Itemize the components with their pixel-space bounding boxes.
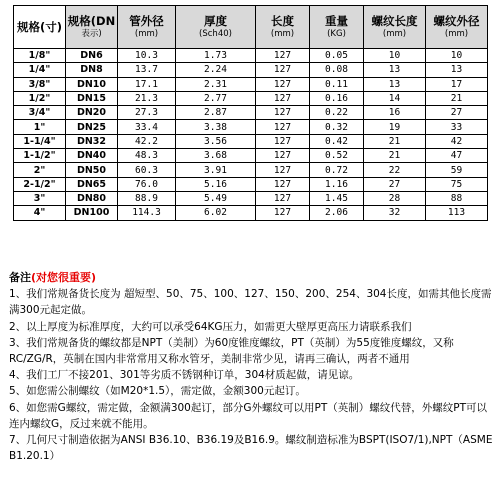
table-cell: 3/8" bbox=[14, 77, 66, 91]
column-header bbox=[118, 6, 176, 49]
table-cell: 10.3 bbox=[118, 49, 176, 63]
table-cell: 33 bbox=[426, 120, 488, 134]
table-row bbox=[14, 49, 488, 63]
table-row bbox=[14, 191, 488, 205]
table-cell: 113 bbox=[426, 206, 488, 220]
note-item: 3、我们常规备货的螺纹都是NPT（美制）为60度锥度螺纹，PT（英制）为55度锥度螺纹，又称RC/ZG/R，英制在国内非常常用又称水管牙，美制非常少见，请再三确认，两者不通用 bbox=[9, 336, 454, 366]
table-cell: DN20 bbox=[66, 106, 118, 120]
table-cell: 42 bbox=[426, 134, 488, 148]
table-cell: 127 bbox=[256, 134, 310, 148]
table-cell: 1/8" bbox=[14, 49, 66, 63]
table-cell: 2.31 bbox=[176, 77, 256, 91]
table-cell: 48.3 bbox=[118, 149, 176, 163]
table-cell: 127 bbox=[256, 49, 310, 63]
table-cell: 1-1/2" bbox=[14, 149, 66, 163]
note-item: 6、如您需G螺纹，需定做，金额满300起订，部分G外螺纹可以用PT（英制）螺纹代替，外螺纹PT可以连内螺纹G，反过来就不能用。 bbox=[9, 401, 487, 430]
table-cell: 75 bbox=[426, 177, 488, 191]
table-cell: 0.72 bbox=[310, 163, 364, 177]
table-row bbox=[14, 149, 488, 163]
column-header-unit: (mm) bbox=[382, 29, 407, 39]
table-cell: 76.0 bbox=[118, 177, 176, 191]
notes-title-highlight: (对您很重要) bbox=[31, 271, 97, 284]
column-header-main: 螺纹外径 bbox=[433, 14, 480, 28]
table-row bbox=[14, 120, 488, 134]
table-cell: 127 bbox=[256, 177, 310, 191]
column-header-unit: (mm) bbox=[444, 29, 469, 39]
notes-title-prefix: 备注 bbox=[9, 271, 31, 284]
table-cell: 2" bbox=[14, 163, 66, 177]
table-cell: 0.16 bbox=[310, 91, 364, 105]
column-header-unit: (KG) bbox=[327, 29, 346, 39]
column-header-main: 厚度 bbox=[204, 14, 227, 28]
table-cell: 3.91 bbox=[176, 163, 256, 177]
table-cell: 47 bbox=[426, 149, 488, 163]
table-cell: DN15 bbox=[66, 91, 118, 105]
table-cell: 1.45 bbox=[310, 191, 364, 205]
table-cell: 88 bbox=[426, 191, 488, 205]
table-cell: 33.4 bbox=[118, 120, 176, 134]
table-cell: 27 bbox=[426, 106, 488, 120]
table-cell: 2.06 bbox=[310, 206, 364, 220]
table-row bbox=[14, 77, 488, 91]
table-cell: 127 bbox=[256, 106, 310, 120]
table-cell: 3/4" bbox=[14, 106, 66, 120]
table-cell: DN40 bbox=[66, 149, 118, 163]
table-cell: 1" bbox=[14, 120, 66, 134]
table-cell: DN32 bbox=[66, 134, 118, 148]
table-cell: 127 bbox=[256, 91, 310, 105]
table-cell: 27 bbox=[364, 177, 426, 191]
table-cell: 5.16 bbox=[176, 177, 256, 191]
column-header-main: 螺纹长度 bbox=[371, 14, 418, 28]
notes-title bbox=[9, 270, 493, 286]
table-cell: 19 bbox=[364, 120, 426, 134]
column-header bbox=[14, 6, 66, 49]
table-cell: DN65 bbox=[66, 177, 118, 191]
column-header bbox=[426, 6, 488, 49]
table-cell: 21 bbox=[426, 91, 488, 105]
table-cell: 32 bbox=[364, 206, 426, 220]
table-cell: DN6 bbox=[66, 49, 118, 63]
table-cell: 127 bbox=[256, 120, 310, 134]
table-cell: 2-1/2" bbox=[14, 177, 66, 191]
table-cell: 0.08 bbox=[310, 63, 364, 77]
table-cell: DN50 bbox=[66, 163, 118, 177]
table-cell: 3.56 bbox=[176, 134, 256, 148]
table-cell: 2.87 bbox=[176, 106, 256, 120]
column-header-main: 重量 bbox=[325, 14, 348, 28]
column-header-unit: (mm) bbox=[270, 29, 295, 39]
table-cell: 0.52 bbox=[310, 149, 364, 163]
note-item: 5、如您需公制螺纹（如M20*1.5），需定做，金额300元起订。 bbox=[9, 385, 306, 398]
table-cell: 13 bbox=[364, 63, 426, 77]
table-cell: 5.49 bbox=[176, 191, 256, 205]
table-cell: 1/2" bbox=[14, 91, 66, 105]
table-row bbox=[14, 206, 488, 220]
table-row bbox=[14, 63, 488, 77]
table-cell: 0.32 bbox=[310, 120, 364, 134]
table-cell: 3" bbox=[14, 191, 66, 205]
table-cell: 21 bbox=[364, 149, 426, 163]
column-header-unit: (Sch40) bbox=[199, 29, 232, 39]
column-header-main: 规格(寸) bbox=[16, 20, 62, 34]
table-cell: 42.2 bbox=[118, 134, 176, 148]
table-cell: 127 bbox=[256, 163, 310, 177]
table-cell: 21 bbox=[364, 134, 426, 148]
column-header-unit: (mm) bbox=[134, 29, 159, 39]
column-header-main: 管外径 bbox=[129, 14, 164, 28]
table-cell: 13 bbox=[364, 77, 426, 91]
table-cell: 28 bbox=[364, 191, 426, 205]
table-cell: 16 bbox=[364, 106, 426, 120]
notes-section bbox=[9, 270, 493, 464]
table-cell: 2.24 bbox=[176, 63, 256, 77]
table-cell: 22 bbox=[364, 163, 426, 177]
table-cell: 0.22 bbox=[310, 106, 364, 120]
table-cell: 1-1/4" bbox=[14, 134, 66, 148]
table-cell: 13 bbox=[426, 63, 488, 77]
column-header-unit: 表示) bbox=[81, 29, 102, 39]
table-row bbox=[14, 163, 488, 177]
table-cell: 2.77 bbox=[176, 91, 256, 105]
notes-list bbox=[9, 286, 493, 464]
table-cell: DN25 bbox=[66, 120, 118, 134]
table-cell: 17.1 bbox=[118, 77, 176, 91]
table-cell: DN8 bbox=[66, 63, 118, 77]
table-cell: 127 bbox=[256, 149, 310, 163]
table-cell: DN10 bbox=[66, 77, 118, 91]
table-cell: 10 bbox=[426, 49, 488, 63]
table-cell: 127 bbox=[256, 191, 310, 205]
table-cell: 127 bbox=[256, 77, 310, 91]
table-cell: 0.42 bbox=[310, 134, 364, 148]
spec-table bbox=[13, 5, 488, 221]
note-item: 1、我们常规备货长度为 超短型、50、75、100、127、150、200、254、304长度，如需其他长度需满300元起定做。 bbox=[9, 288, 492, 317]
table-cell: 13.7 bbox=[118, 63, 176, 77]
table-cell: 127 bbox=[256, 206, 310, 220]
table-cell: 21.3 bbox=[118, 91, 176, 105]
table-body bbox=[14, 49, 488, 221]
column-header bbox=[310, 6, 364, 49]
table-cell: 114.3 bbox=[118, 206, 176, 220]
table-cell: 3.68 bbox=[176, 149, 256, 163]
table-row bbox=[14, 177, 488, 191]
table-cell: 1.73 bbox=[176, 49, 256, 63]
table-cell: DN80 bbox=[66, 191, 118, 205]
table-cell: 17 bbox=[426, 77, 488, 91]
table-cell: 10 bbox=[364, 49, 426, 63]
table-cell: 1.16 bbox=[310, 177, 364, 191]
table-row bbox=[14, 91, 488, 105]
note-item: 2、以上厚度为标准厚度，大约可以承受64KG压力，如需更大壁厚更高压力请联系我们 bbox=[9, 320, 412, 333]
note-item: 7、几何尺寸制造依据为ANSI B36.10、B36.19及B16.9。螺纹制造标准为BSPT(ISO7/1),NPT（ASME B1.20.1） bbox=[9, 434, 493, 463]
table-cell: 14 bbox=[364, 91, 426, 105]
table-cell: 27.3 bbox=[118, 106, 176, 120]
table-row bbox=[14, 106, 488, 120]
table-cell: 1/4" bbox=[14, 63, 66, 77]
table-cell: 88.9 bbox=[118, 191, 176, 205]
table-cell: 127 bbox=[256, 63, 310, 77]
column-header bbox=[176, 6, 256, 49]
table-cell: 59 bbox=[426, 163, 488, 177]
table-cell: DN100 bbox=[66, 206, 118, 220]
table-cell: 0.05 bbox=[310, 49, 364, 63]
table-cell: 0.11 bbox=[310, 77, 364, 91]
column-header bbox=[364, 6, 426, 49]
table-cell: 6.02 bbox=[176, 206, 256, 220]
table-cell: 3.38 bbox=[176, 120, 256, 134]
table-cell: 60.3 bbox=[118, 163, 176, 177]
table-header-row bbox=[14, 6, 488, 49]
table-row bbox=[14, 134, 488, 148]
column-header-main: 长度 bbox=[271, 14, 294, 28]
note-item: 4、我们工厂不接201、301等劣质不锈钢种订单，304材质起做，请见谅。 bbox=[9, 369, 360, 382]
column-header-main: 规格(DN bbox=[67, 14, 116, 28]
column-header bbox=[256, 6, 310, 49]
table-cell: 4" bbox=[14, 206, 66, 220]
column-header bbox=[66, 6, 118, 49]
